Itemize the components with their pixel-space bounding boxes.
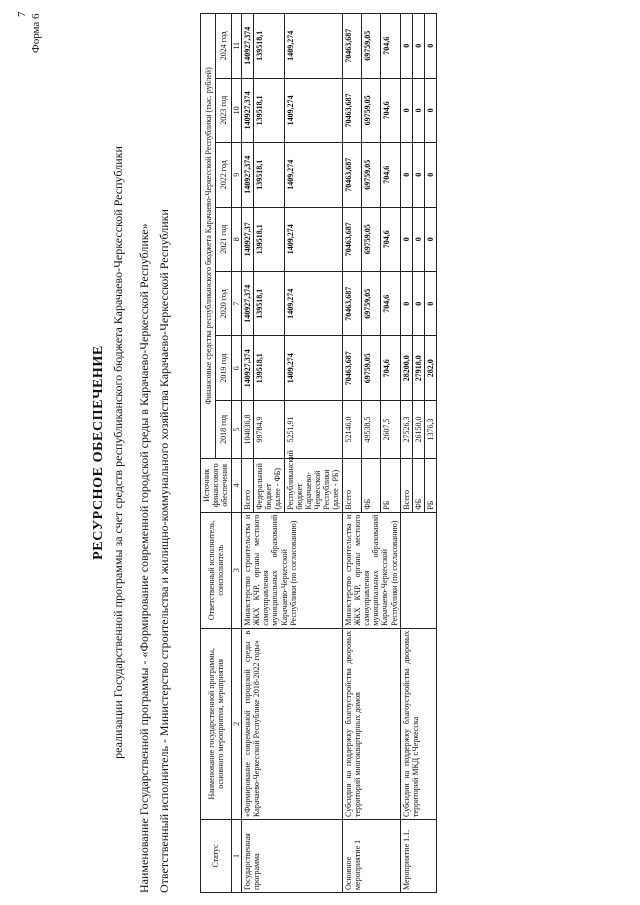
cell-source: РБ: [425, 458, 437, 512]
cell-value: 0: [400, 14, 412, 79]
cell-source: Республиканский бюджет Карачаево-Черкесской Республики (далее - РБ): [284, 458, 342, 512]
header-year: 2018 год: [216, 400, 231, 458]
header-year: 2021 год: [216, 207, 231, 271]
cell-value: 0: [412, 143, 424, 207]
cell-value: 0: [400, 271, 412, 335]
cell-status: Основное мероприятие 1: [342, 819, 400, 892]
cell-value: 1409,274: [284, 143, 342, 207]
cell-name: «Формирование современной городской среды в Карачаево-Черкесской Республике 2018-2022 годы»: [241, 628, 342, 819]
cell-responsible: Министерство строительства и ЖКХ КЧР, органы местного самоуправления муниципальных образований Карачаево-Черкесской Республики (по согласованию): [342, 512, 400, 628]
cell-value: 139518,1: [253, 78, 284, 142]
cell-value: 139518,1: [253, 271, 284, 335]
header-year: 2020 год: [216, 271, 231, 335]
table-row: [342, 14, 361, 893]
cell-status: Мероприятие 1.1.: [400, 819, 437, 892]
column-index: 7: [231, 271, 241, 335]
form-label: Форма 6: [30, 13, 42, 53]
header-status: Статус: [201, 819, 232, 892]
header-source: Источник финансового обеспечения: [201, 458, 232, 512]
column-index: 4: [231, 458, 241, 512]
cell-value: 0: [400, 78, 412, 142]
cell-source: ФБ: [412, 458, 424, 512]
header-year: 2022 год: [216, 143, 231, 207]
cell-source: Всего: [241, 458, 253, 512]
column-index: 9: [231, 143, 241, 207]
cell-value: 70463,687: [342, 143, 361, 207]
column-index: 1: [231, 819, 241, 892]
cell-value: 26150,0: [412, 400, 424, 458]
cell-status: Государственная программа: [241, 819, 342, 892]
table-row: [241, 14, 253, 893]
cell-value: 704,6: [381, 207, 400, 271]
cell-value: 0: [412, 14, 424, 79]
cell-value: 1409,274: [284, 336, 342, 400]
cell-value: 704,6: [381, 78, 400, 142]
cell-value: 69759,05: [362, 336, 381, 400]
cell-value: 704,6: [381, 336, 400, 400]
cell-value: 140927,374: [241, 143, 253, 207]
cell-value: 27526,3: [400, 400, 412, 458]
cell-value: 139518,1: [253, 336, 284, 400]
responsible-executor-line: Ответственный исполнитель - Министерство строительства и жилищно-коммунального хозяйства Карачаево-Черкесской Республики: [157, 209, 171, 893]
cell-value: 0: [412, 271, 424, 335]
cell-value: 1409,274: [284, 14, 342, 79]
cell-value: 49538,5: [362, 400, 381, 458]
cell-value: 69759,05: [362, 14, 381, 79]
cell-value: 69759,05: [362, 143, 381, 207]
header-year: 2023 год: [216, 78, 231, 142]
cell-value: 1376,3: [425, 400, 437, 458]
cell-value: 0: [425, 207, 437, 271]
cell-value: 140927,374: [241, 336, 253, 400]
cell-value: 69759,05: [362, 271, 381, 335]
cell-value: 28200,0: [400, 336, 412, 400]
header-year: 2019 год: [216, 336, 231, 400]
cell-value: 282,0: [425, 336, 437, 400]
table-row: [400, 14, 412, 893]
cell-value: 704,6: [381, 143, 400, 207]
cell-value: 5251,91: [284, 400, 342, 458]
cell-value: 27918,0: [412, 336, 424, 400]
cell-source: ФБ: [362, 458, 381, 512]
column-index: 10: [231, 78, 241, 142]
cell-value: 1409,274: [284, 207, 342, 271]
resource-table: [200, 13, 437, 893]
cell-value: 70463,687: [342, 271, 361, 335]
document-title: РЕСУРСНОЕ ОБЕСПЕЧЕНИЕ: [91, 345, 106, 560]
cell-source: Федеральный бюджет (далее - ФБ): [253, 458, 284, 512]
cell-value: 70463,687: [342, 14, 361, 79]
header-responsible: Ответственный исполнитель, соисполнитель: [201, 512, 232, 628]
cell-value: 0: [412, 78, 424, 142]
header-funding: Финансовые средства республиканского бюджета Карачаево-Черкесской Республики (тыс. рублей): [201, 14, 216, 459]
cell-value: 0: [425, 14, 437, 79]
cell-value: 0: [400, 207, 412, 271]
cell-value: 704,6: [381, 14, 400, 79]
header-name: Наименование государственной программы, основного мероприятия, мероприятия: [201, 628, 232, 819]
column-index: 3: [231, 512, 241, 628]
table-body: [241, 14, 437, 893]
cell-value: 1409,274: [284, 78, 342, 142]
cell-value: 0: [412, 207, 424, 271]
cell-value: 69759,05: [362, 78, 381, 142]
cell-responsible: Министерство строительства и ЖКХ КЧР, органы местного самоуправления муниципальных образований Карачаево-Черкесской Республики (по согласованию): [241, 512, 342, 628]
column-index: 8: [231, 207, 241, 271]
column-index: 2: [231, 628, 241, 819]
cell-value: 69759,05: [362, 207, 381, 271]
cell-value: 70463,687: [342, 207, 361, 271]
column-index: 5: [231, 400, 241, 458]
cell-name: Субсидии на поддержку благоустройства дворовых территорий МКД г.Черкесска: [400, 628, 437, 819]
cell-value: 52146,0: [342, 400, 361, 458]
cell-value: 99784,9: [253, 400, 284, 458]
cell-source: РБ: [381, 458, 400, 512]
program-name-line: Наименование Государственной программы - «Формирование современной городской среды в Карачаево-Черкесской Республике»: [137, 223, 151, 893]
document-subtitle: реализации Государственной программы за счет средств республиканского бюджета Карачаево-Черкесской Республики: [111, 146, 125, 759]
cell-value: 0: [425, 143, 437, 207]
cell-value: 0: [400, 143, 412, 207]
cell-name: Субсидии на поддержку благоустройства дворовых территорий многоквартирных домов: [342, 628, 400, 819]
cell-source: Всего: [342, 458, 361, 512]
header-year: 2024 год: [216, 14, 231, 79]
cell-value: 704,6: [381, 271, 400, 335]
cell-value: 104036,8: [241, 400, 253, 458]
cell-value: 139518,1: [253, 14, 284, 79]
header-index-row: [231, 14, 241, 893]
cell-value: 2607,5: [381, 400, 400, 458]
cell-responsible: [400, 512, 437, 628]
cell-value: 140927,374: [241, 78, 253, 142]
cell-value: 70463,687: [342, 78, 361, 142]
column-index: 6: [231, 336, 241, 400]
cell-source: Всего: [400, 458, 412, 512]
cell-value: 0: [425, 78, 437, 142]
column-index: 11: [231, 14, 241, 79]
cell-value: 1409,274: [284, 271, 342, 335]
cell-value: 140927,374: [241, 14, 253, 79]
cell-value: 70463,687: [342, 336, 361, 400]
cell-value: 140927,37: [241, 207, 253, 271]
cell-value: 0: [425, 271, 437, 335]
cell-value: 140927,374: [241, 271, 253, 335]
page-number: 7: [16, 11, 28, 17]
cell-value: 139518,1: [253, 207, 284, 271]
cell-value: 139518,1: [253, 143, 284, 207]
